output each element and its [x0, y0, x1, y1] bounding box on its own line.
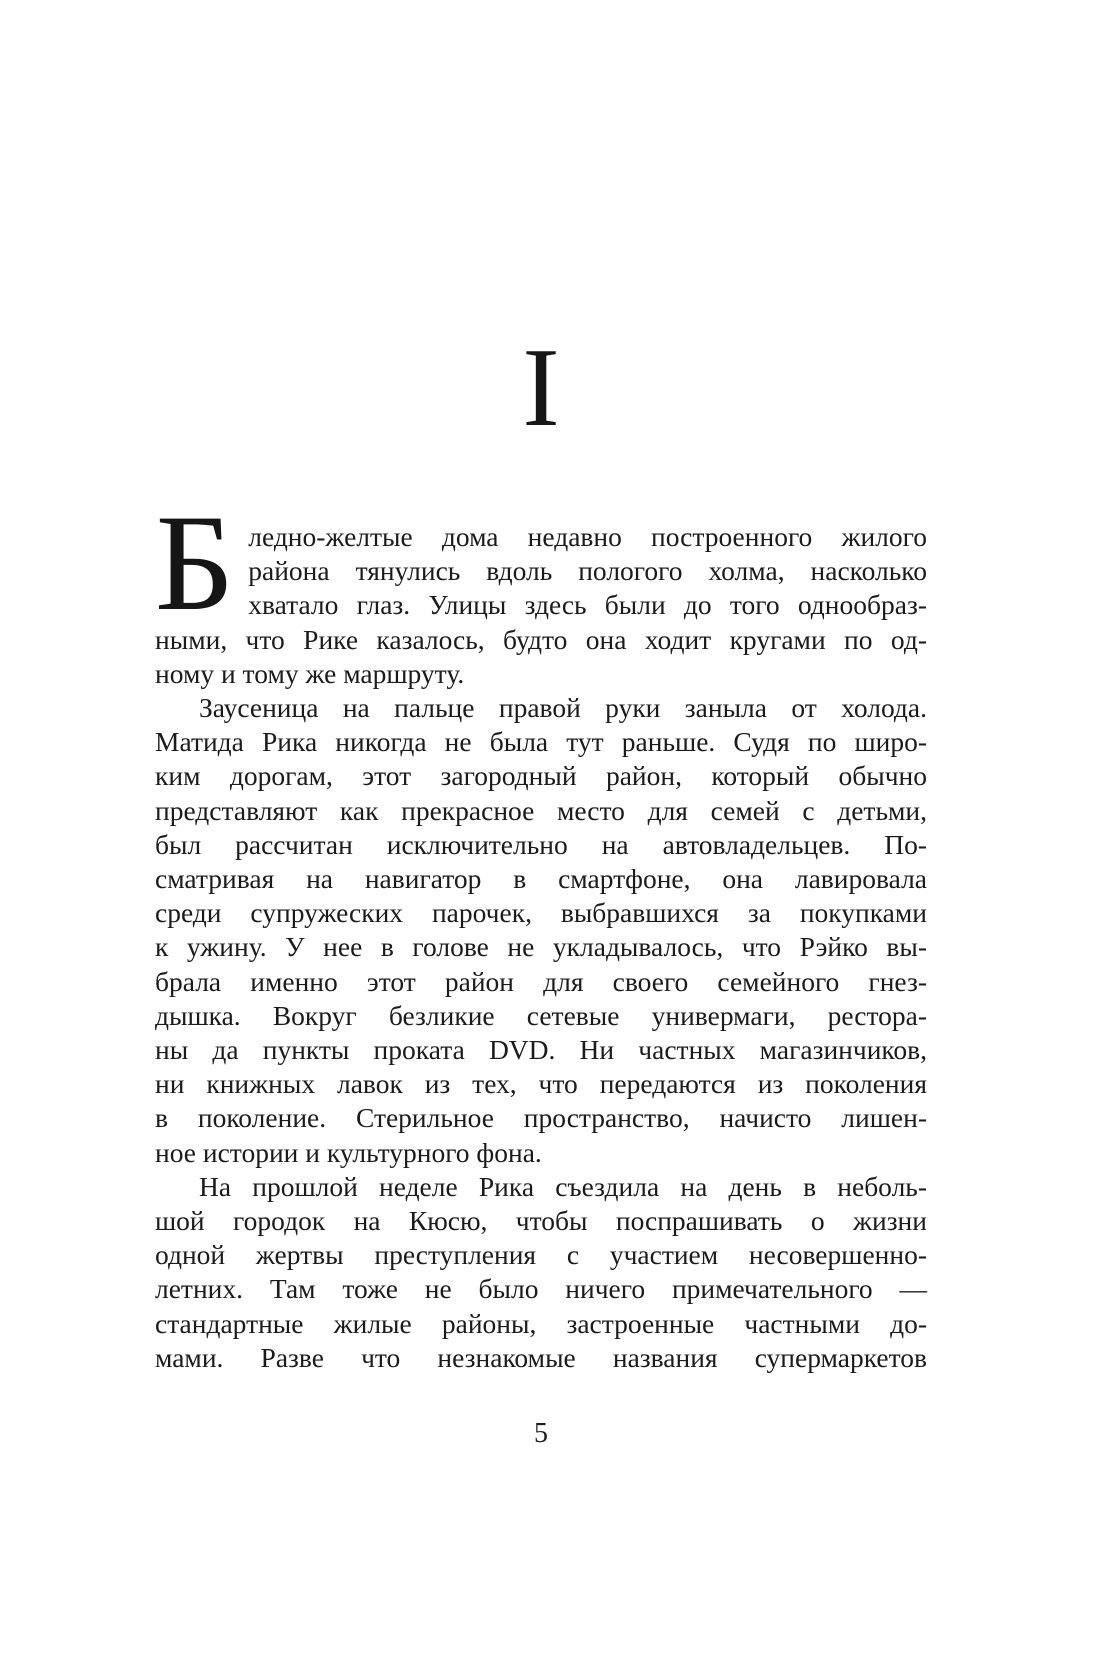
drop-cap: Б — [155, 486, 235, 639]
text-line: ными, что Рике казалось, будто она ходит кругами по од- — [155, 623, 927, 655]
text-line: представляют как прекрасное место для семей с детьми, — [155, 794, 927, 826]
text-line: ким дорогам, этот загородный район, который обычно — [155, 760, 927, 792]
text-line: мами. Разве что незнакомые названия супермаркетов — [155, 1341, 927, 1373]
text-line: ны да пункты проката DVD. Ни частных магазинчиков, — [155, 1034, 927, 1066]
text-line: был рассчитан исключительно на автовладельцев. По- — [155, 828, 927, 860]
text-line: хватало глаз. Улицы здесь были до того однообраз- — [248, 589, 927, 621]
chapter-numeral: I — [522, 326, 560, 450]
text-line: летних. Там тоже не было ничего примечательного — — [155, 1273, 927, 1305]
text-line: к ужину. У нее в голове не укладывалось, что Рэйко вы- — [155, 931, 927, 963]
text-line: Матида Рика никогда не была тут раньше. Судя по широ- — [155, 726, 927, 758]
text-line: На прошлой неделе Рика съездила на день в неболь- — [199, 1170, 927, 1202]
paragraph — [155, 1170, 927, 1375]
text-line: шой городок на Кюсю, чтобы поспрашивать о жизни — [155, 1205, 927, 1237]
text-line: одной жертвы преступления с участием несовершенно- — [155, 1239, 927, 1271]
text-line: стандартные жилые районы, застроенные частными до- — [155, 1307, 927, 1339]
text-line: ледно-желтые дома недавно построенного жилого — [248, 521, 927, 552]
text-line: среди супружеских парочек, выбравшихся за покупками — [155, 897, 927, 929]
body-text — [155, 486, 927, 1375]
text-line: дышка. Вокруг безликие сетевые универмаги, рестора- — [155, 999, 927, 1031]
text-line: ному и тому же маршруту. — [155, 657, 465, 689]
text-line: сматривая на навигатор в смартфоне, она лавировала — [155, 863, 927, 895]
text-line: района тянулись вдоль пологого холма, насколько — [248, 555, 927, 587]
text-line: ни книжных лавок из тех, что передаются из поколения — [155, 1068, 927, 1100]
page-number: 5 — [534, 1418, 548, 1449]
text-line: в поколение. Стерильное пространство, начисто лишен- — [155, 1102, 927, 1134]
paragraph — [155, 486, 927, 691]
text-line: Заусеница на пальце правой руки заныла от холода. — [199, 692, 927, 724]
text-line: ное истории и культурного фона. — [155, 1136, 542, 1168]
paragraph — [155, 691, 927, 1170]
text-line: брала именно этот район для своего семейного гнез- — [155, 965, 927, 997]
